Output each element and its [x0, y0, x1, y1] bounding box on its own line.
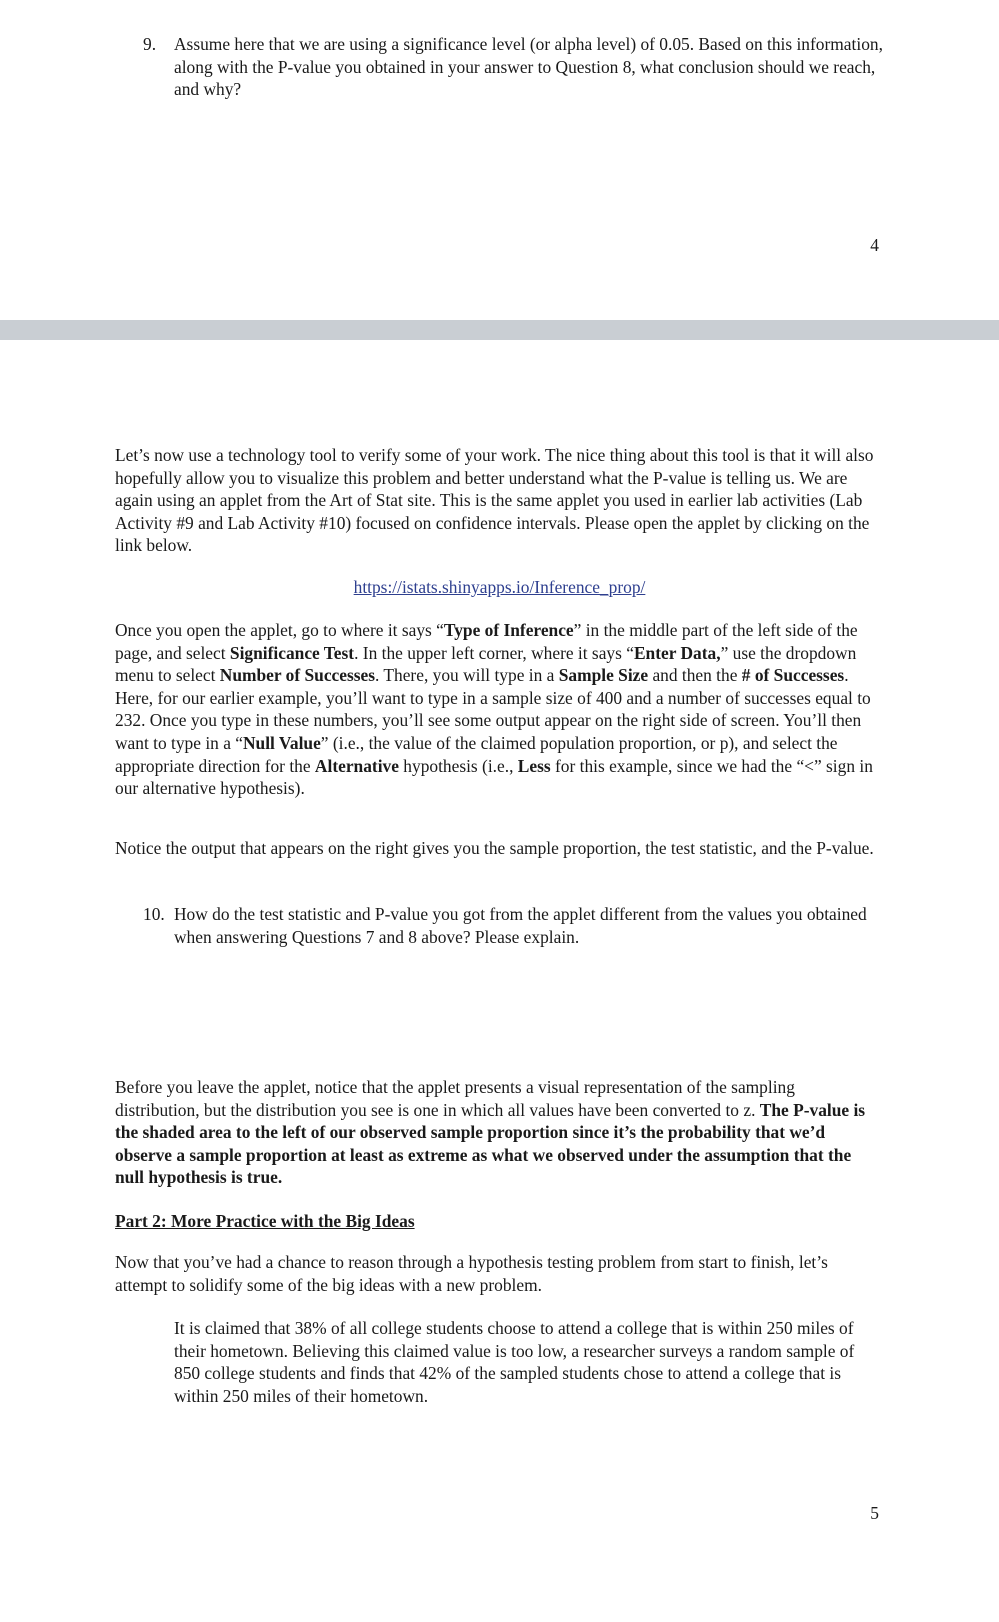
question-10-text: How do the test statistic and P-value you got from the applet different from the values you obtained when answering Questions 7 and 8 above? Please explain. [174, 904, 867, 947]
part-2-heading: Part 2: More Practice with the Big Ideas [115, 1211, 415, 1231]
instructions-paragraph: Once you open the applet, go to where it says “Type of Inference” in the middle part of the left side of the page, and select Significance Test. In the upper left corner, where it says “Enter Data,” use the dropdown menu to select Number of Successes. There, you will type in a Sample Size and then the # of Successes. Here, for our earlier example, you’ll want to type in a sample size of 400 and a number of successes equal to 232. Once you type in these numbers, you’ll see some output appear on the right side of screen. You’ll then want to type in a “Null Value” (i.e., the value of the claimed population proportion, or p), and select the appropriate direction for the Alternative hypothesis (i.e., Less for this example, since we had the “<” sign in our alternative hypothesis). [115, 620, 873, 799]
question-9-text: Assume here that we are using a significance level (or alpha level) of 0.05. Based on this information, along with the P-value you obtained in your answer to Question 8, what conclusion should we reach, and why? [174, 34, 883, 100]
page-number-5: 5 [870, 1503, 879, 1523]
page-number-4: 4 [870, 235, 879, 255]
question-10-number: 10. [143, 904, 165, 924]
claim-paragraph: It is claimed that 38% of all college students choose to attend a college that is within 250 miles of their hometown. Believing this claimed value is too low, a researcher surveys a random sample of 850 college students and finds that 42% of the sampled students chose to attend a college that is within 250 miles of their hometown. [174, 1318, 855, 1406]
page-4 [0, 0, 999, 320]
intro-paragraph: Let’s now use a technology tool to verify some of your work. The nice thing about this tool is that it will also hopefully allow you to visualize this problem and better understand what the P-value is telling us. We are again using an applet from the Art of Stat site. This is the same applet you used in earlier lab activities (Lab Activity #9 and Lab Activity #10) focused on confidence intervals. Please open the applet by clicking on the link below. [115, 445, 874, 556]
question-9-number: 9. [143, 34, 157, 54]
before-paragraph: Before you leave the applet, notice that the applet presents a visual representation of the sampling distribution, but the distribution you see is one in which all values have been converted to z. The P-value is the shaded area to the left of our observed sample proportion since it’s the probability that we’d observe a sample proportion at least as extreme as what we observed under the assumption that the null hypothesis is true. [115, 1077, 866, 1188]
notice-paragraph: Notice the output that appears on the right gives you the sample proportion, the test statistic, and the P-value. [115, 838, 874, 858]
part-2-intro: Now that you’ve had a chance to reason through a hypothesis testing problem from start to finish, let’s attempt to solidify some of the big ideas with a new problem. [115, 1252, 828, 1295]
page-divider [0, 320, 999, 340]
page-5 [0, 340, 999, 1622]
applet-link[interactable]: https://istats.shinyapps.io/Inference_prop/ [353, 577, 646, 597]
